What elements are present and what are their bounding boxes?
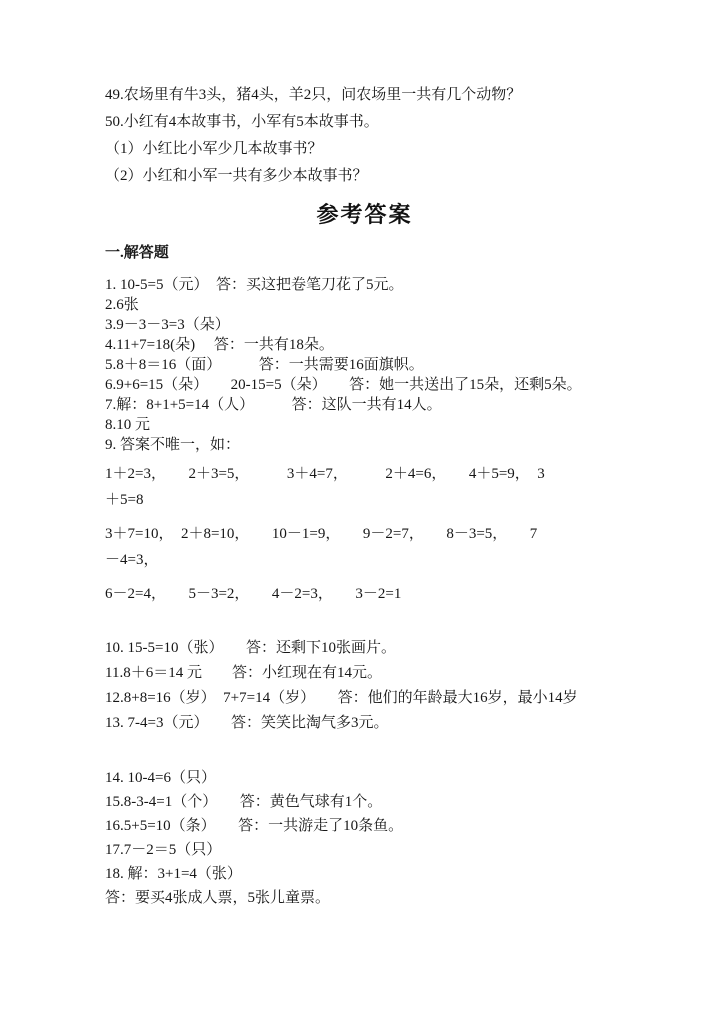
answer-line-2: 2.6张 [105,297,139,313]
equation-line: 1＋2=3， 2＋3=5， 3＋4=7， 2＋4=6， 4＋5=9， 3 [105,466,545,482]
answer-line-1: 1. 10-5=5（元） 答：买这把卷笔刀花了5元。 [105,277,404,293]
answer-key-title: 参考答案 [316,202,413,227]
question-49: 49.农场里有牛3头，猪4头，羊2只，问农场里一共有几个动物？ [105,87,522,103]
answer-line-15: 15.8-3-4=1（个） 答：黄色气球有1个。 [105,794,383,810]
answers-group-10-to-13 [105,636,624,736]
section-heading: 一.解答题 [105,245,169,261]
question-50-part-1: （1）小红比小军少几本故事书？ [105,141,323,157]
equation-paragraph-2 [105,521,624,573]
answer-line-8: 8.10 元 [105,417,151,433]
equation-line: 3＋7=10， 2＋8=10， 10－1=9， 9－2=7， 8－3=5， 7 [105,526,538,542]
equation-examples-block [105,461,624,607]
answer-line-14: 14. 10-4=6（只） [105,770,216,786]
answer-line-17: 17.7－2＝5（只） [105,842,222,858]
answer-line-18-conclusion: 答：要买4张成人票，5张儿童票。 [105,890,331,906]
answer-line-6: 6.9+6=15（朵） 20-15=5（朵） 答：她一共送出了15朵，还剩5朵。 [105,377,582,393]
answers-group-14-to-18 [105,766,624,886]
equation-line: －4=3， [105,552,159,568]
answer-line-10: 10. 15-5=10（张） 答：还剩下10张画片。 [105,640,396,656]
answer-line-12: 12.8+8=16（岁） 7+7=14（岁） 答：他们的年龄最大16岁，最小14岁 [105,690,578,706]
answer-line-5: 5.8＋8＝16（面） 答：一共需要16面旗帜。 [105,357,424,373]
equation-paragraph-1 [105,461,624,513]
answers-group-1-to-9 [105,275,624,455]
question-50: 50.小红有4本故事书，小军有5本故事书。 [105,114,379,130]
answer-line-7: 7.解：8+1+5=14（人） 答：这队一共有14人。 [105,397,442,413]
answer-line-9: 9. 答案不唯一，如： [105,437,241,453]
answer-line-18: 18. 解：3+1=4（张） [105,866,242,882]
answer-line-3: 3.9－3－3=3（朵） [105,317,230,333]
equation-line: ＋5=8 [105,492,144,508]
equation-line: 6－2=4， 5－3=2， 4－2=3， 3－2=1 [105,586,402,602]
answer-line-13: 13. 7-4=3（元） 答：笑笑比淘气多3元。 [105,715,389,731]
answer-line-16: 16.5+5=10（条） 答：一共游走了10条鱼。 [105,818,404,834]
answer-line-4: 4.11+7=18(朵) 答：一共有18朵。 [105,337,334,353]
answer-line-11: 11.8＋6＝14 元 答：小红现在有14元。 [105,665,382,681]
question-50-part-2: （2）小红和小军一共有多少本故事书？ [105,168,368,184]
equation-paragraph-3 [105,581,624,607]
